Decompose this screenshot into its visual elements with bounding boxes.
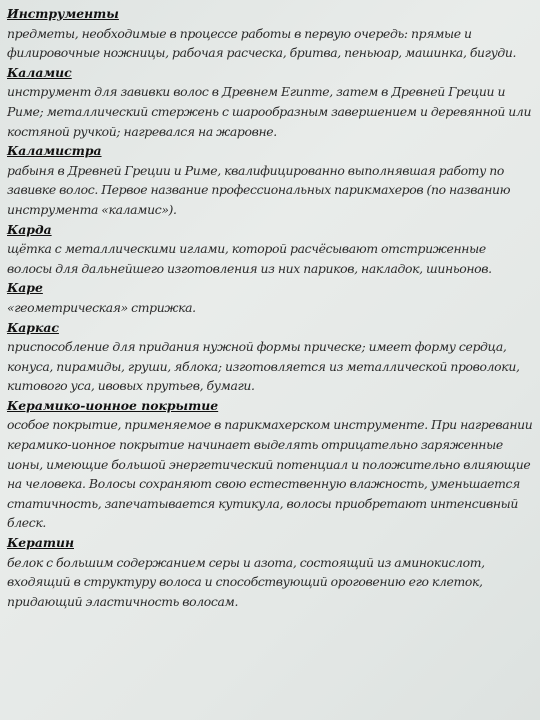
term-heading: Кератин xyxy=(7,535,74,551)
term-definition: инструмент для завивки волос в Древнем Египте, затем в Древней Греции и Риме; металлический стержень с шарообразным завершением и деревянной или костяной ручкой; нагревался на жаровне. xyxy=(7,84,532,139)
term-definition: рабыня в Древней Греции и Риме, квалифицированно выполнявшая работу по завивке волос. Первое название профессиональных парикмахеров (по названию инструмента «каламис»). xyxy=(7,162,511,217)
term-definition: предметы, необходимые в процессе работы в первую очередь: прямые и филировочные ножницы, рабочая расческа, бритва, пеньюар, машинка, бигуди. xyxy=(7,25,517,61)
term-definition: приспособление для придания нужной формы прическе; имеет форму сердца, конуса, пирамиды, груши, яблока; изготовляется из металлической проволоки, китового уса, ивовых прутьев, бумаги. xyxy=(7,339,520,394)
glossary-entry-instrumenty xyxy=(7,4,533,63)
term-definition: щётка с металлическими иглами, которой расчёсывают отстриженные волосы для дальнейшего изготовления из них париков, накладок, шиньонов. xyxy=(7,241,492,276)
glossary-entry-kalamis xyxy=(7,63,533,141)
glossary-entry-karda xyxy=(7,220,533,279)
term-heading: Керамико-ионное покрытие xyxy=(7,397,219,413)
glossary-page xyxy=(7,4,533,714)
term-heading: Карда xyxy=(7,221,52,237)
glossary-entry-kalamistra xyxy=(7,141,533,219)
glossary-entry-kare xyxy=(7,278,533,317)
term-heading: Каре xyxy=(7,280,43,296)
term-definition: «геометрическая» стрижка. xyxy=(7,299,196,315)
term-definition: особое покрытие, применяемое в парикмахерском инструменте. При нагревании керамико-ионное покрытие начинает выделять отрицательно заряженные ионы, имеющие большой энергетический потенциал и положительно влияющие на человека. Волосы сохраняют свою естественную влажность, уменьшается статичность, запечатывается кутикула, волосы приобретают интенсивный блеск. xyxy=(7,417,533,531)
glossary-entry-keramiko-ionnoe xyxy=(7,396,533,533)
glossary-entry-keratin xyxy=(7,533,533,611)
term-definition: белок с большим содержанием серы и азота, состоящий из аминокислот, входящий в структуру волоса и способствующий ороговению его клеток, придающий эластичность волосам. xyxy=(7,554,485,609)
term-heading: Каламис xyxy=(7,64,72,80)
term-heading: Инструменты xyxy=(7,6,119,21)
term-heading: Каркас xyxy=(7,319,59,335)
term-heading: Каламистра xyxy=(7,143,102,159)
glossary-entry-karkas xyxy=(7,318,533,396)
